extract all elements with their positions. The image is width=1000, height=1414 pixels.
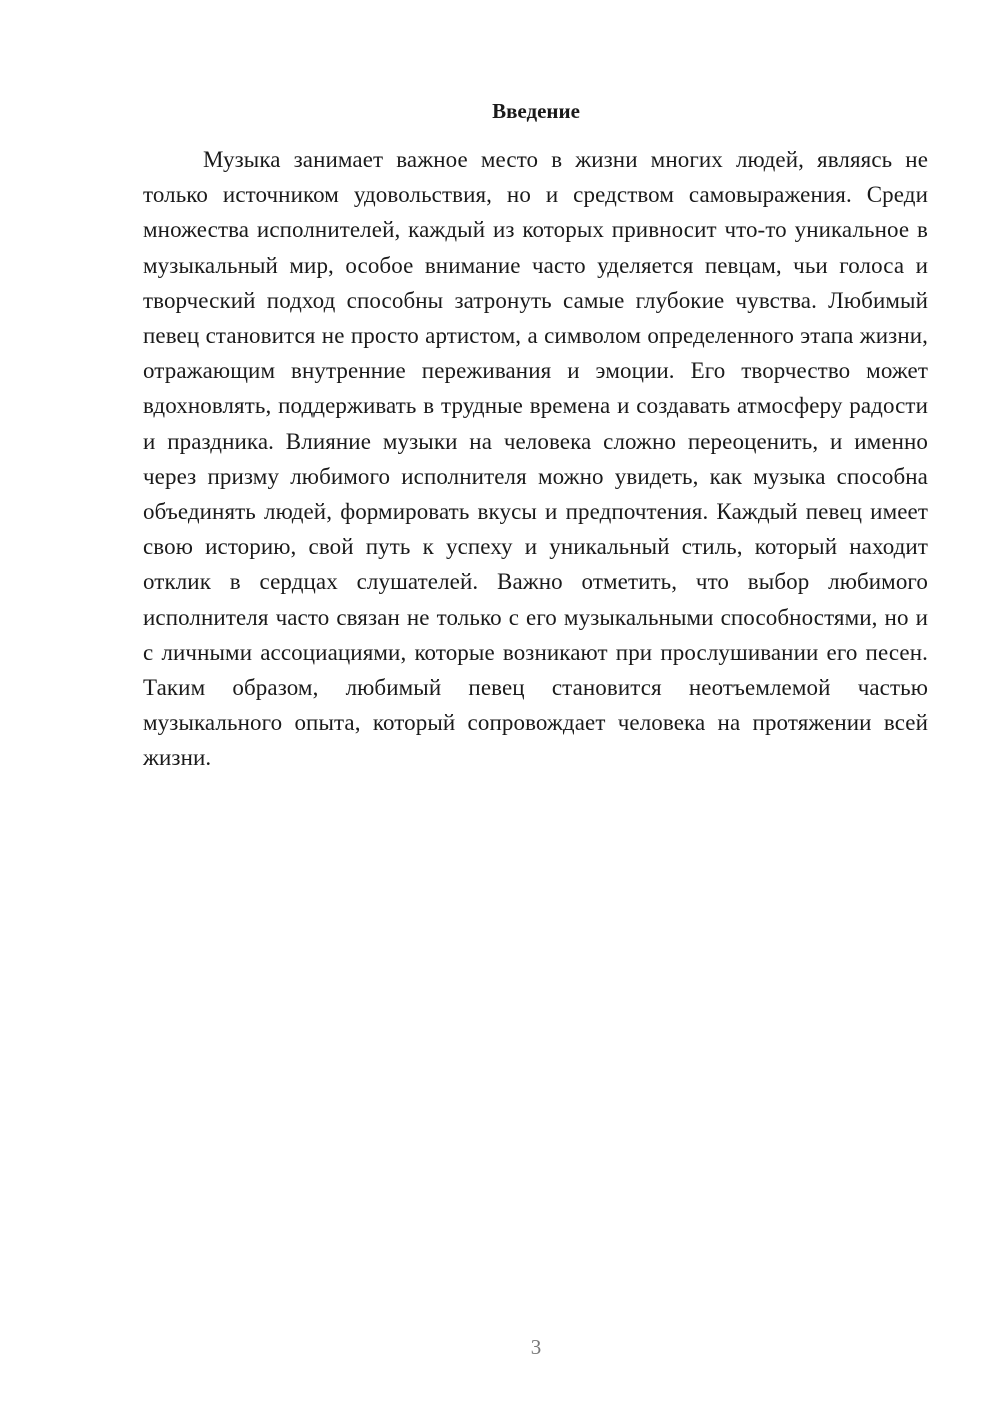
- section-heading: Введение: [492, 99, 580, 123]
- page-number: 3: [530, 1335, 542, 1359]
- body-paragraph: Музыка занимает важное место в жизни многих людей, являясь не только источником удовольствия, но и средством самовыражения. Среди множества исполнителей, каждый из которых привносит что-то уникальное в музыкальный мир, особое внимание часто уделяется певцам, чьи голоса и творческий подход способны затронуть самые глубокие чувства. Любимый певец становится не просто артистом, а символом определенного этапа жизни, отражающим внутренние переживания и эмоции. Его творчество может вдохновлять, поддерживать в трудные времена и создавать атмосферу радости и праздника. Влияние музыки на человека сложно переоценить, и именно через призму любимого исполнителя можно увидеть, как музыка способна объединять людей, формировать вкусы и предпочтения. Каждый певец имеет свою историю, свой путь к успеху и уникальный стиль, который находит отклик в сердцах слушателей. Важно отметить, что выбор любимого исполнителя часто связан не только с его музыкальными способностями, но и с личными ассоциациями, которые возникают при прослушивании его песен. Таким образом, любимый певец становится неотъемлемой частью музыкального опыта, который сопровождает человека на протяжении всей жизни.: [143, 147, 928, 771]
